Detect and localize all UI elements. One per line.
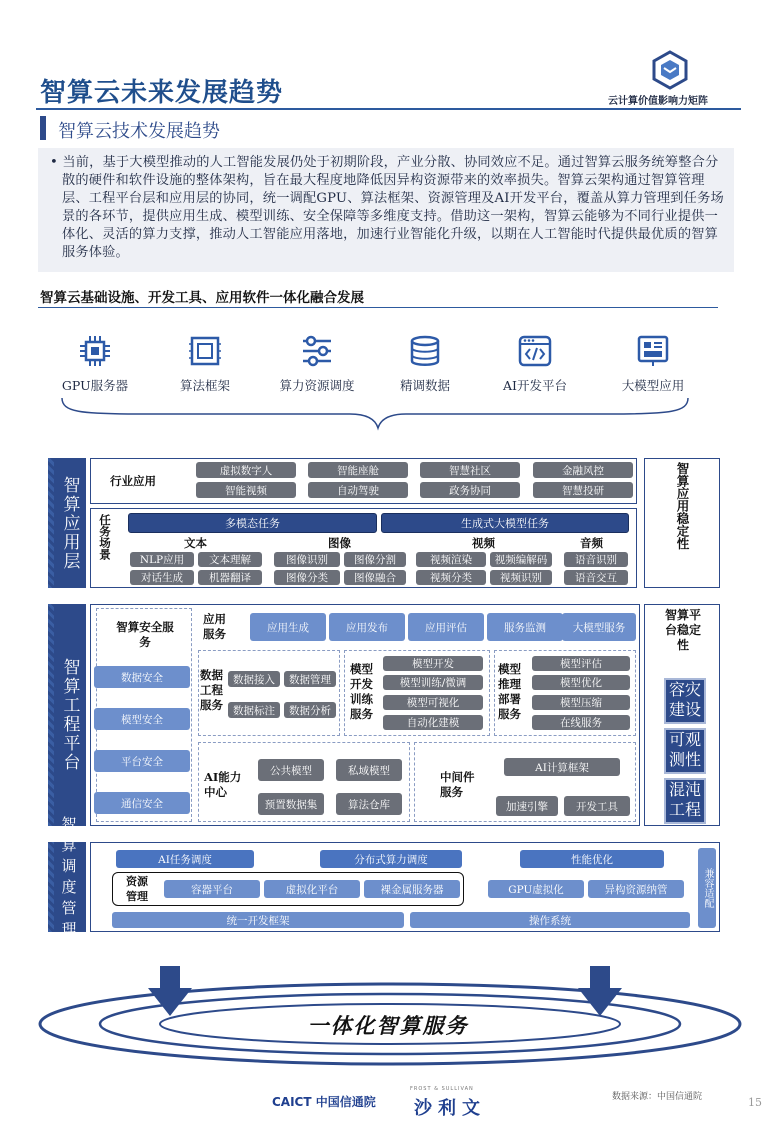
middleware-item: 加速引擎: [496, 796, 558, 816]
task-item: 图像融合: [344, 570, 406, 585]
chip-icon: [78, 334, 112, 368]
model-dev-item: 自动化建模: [383, 715, 483, 730]
sliders-icon: [300, 334, 334, 368]
task-item: 语音识别: [564, 552, 628, 567]
icon-item-data: [370, 334, 480, 394]
task-item: 视频编解码: [490, 552, 552, 567]
icon-label: 算力资源调度: [279, 378, 355, 393]
industry-label: 行业应用: [110, 474, 156, 488]
task-item: NLP应用: [130, 552, 194, 567]
resource-item: 裸金属服务器: [364, 880, 460, 898]
security-item: 通信安全: [94, 792, 190, 814]
data-item: 数据分析: [284, 702, 336, 718]
app-stability-label: 智算应用稳定性: [675, 462, 690, 550]
frost-logo-cn: 沙利文: [414, 1098, 486, 1119]
compat-item: 兼容适配: [698, 848, 716, 928]
model-dev-item: 模型开发: [383, 656, 483, 671]
task-item: 机器翻译: [198, 570, 262, 585]
bottom-item: 统一开发框架: [112, 912, 404, 928]
sched-item: 分布式算力调度: [320, 850, 462, 868]
resource-item: 异构资源纳管: [588, 880, 684, 898]
icon-label: 大模型应用: [621, 378, 685, 393]
task-item: 图像识别: [274, 552, 340, 567]
industry-item: 智能视频: [196, 482, 296, 498]
ai-center-item: 预置数据集: [258, 793, 324, 815]
industry-item: 智慧投研: [533, 482, 633, 498]
caict-logo: CAICT 中国信通院: [272, 1095, 376, 1109]
down-arrow-right-icon: [578, 966, 622, 1016]
model-deploy-item: 模型压缩: [532, 695, 630, 710]
platform-stability-label: 智算平台稳定性: [664, 608, 701, 652]
app-service-label: 应用服务: [203, 612, 226, 641]
task-item: 语音交互: [564, 570, 628, 585]
task-item: 图像分类: [274, 570, 340, 585]
database-icon: [408, 334, 442, 368]
industry-item: 智能座舱: [308, 462, 408, 478]
security-item: 数据安全: [94, 666, 190, 688]
frame-icon: [188, 334, 222, 368]
data-item: 数据管理: [284, 671, 336, 687]
industry-item: 政务协同: [420, 482, 520, 498]
layer-label-text: 智算调度管理层: [61, 814, 79, 959]
layer-label-app: [48, 458, 86, 588]
subtitle-marker: [40, 116, 46, 140]
group-title-image: 图像: [328, 536, 351, 550]
app-service-item: 应用评估: [408, 613, 484, 641]
section-heading: 智算云基础设施、开发工具、应用软件一体化融合发展: [40, 290, 364, 306]
icon-item-scheduling: [262, 334, 372, 394]
industry-item: 金融风控: [533, 462, 633, 478]
data-item: 数据标注: [228, 702, 280, 718]
task-item: 文本理解: [198, 552, 262, 567]
icon-item-ai-platform: [480, 334, 590, 394]
app-service-item: 服务监测: [487, 613, 563, 641]
stability-item: 容灾建设: [664, 678, 706, 724]
multimodal-task: 多模态任务: [128, 513, 377, 533]
section-divider: [38, 307, 718, 308]
security-title: 智算安全服务: [116, 620, 174, 649]
title-divider: [36, 108, 741, 110]
industry-item: 自动驾驶: [308, 482, 408, 498]
task-item: 图像分割: [344, 552, 406, 567]
resource-item: 虚拟化平台: [264, 880, 360, 898]
task-item: 对话生成: [130, 570, 194, 585]
model-deploy-item: 模型评估: [532, 656, 630, 671]
icon-label: 算法框架: [179, 378, 230, 393]
icon-label: AI开发平台: [503, 378, 567, 393]
security-item: 模型安全: [94, 708, 190, 730]
data-item: 数据接入: [228, 671, 280, 687]
icon-label: 精调数据: [399, 378, 450, 393]
task-item: 视频渲染: [416, 552, 486, 567]
data-eng-label: 数据工程服务: [200, 668, 223, 712]
layer-label-text: 智算应用层: [59, 475, 80, 571]
icon-item-framework: [150, 334, 260, 394]
resource-label: 资源管理: [126, 875, 148, 903]
icon-label: GPU服务器: [61, 378, 129, 393]
app-service-item: 应用发布: [329, 613, 405, 641]
brace-connector: [60, 396, 690, 432]
ai-center-item: 公共模型: [258, 759, 324, 781]
page-number: 15: [748, 1096, 762, 1109]
middleware-item: AI计算框架: [504, 758, 620, 776]
layer-label-eng: [48, 604, 86, 826]
dashboard-icon: [636, 334, 670, 368]
task-item: 视频识别: [490, 570, 552, 585]
stability-item: 可观测性: [664, 728, 706, 774]
model-dev-item: 模型训练/微调: [383, 675, 483, 690]
page-subtitle: 智算云技术发展趋势: [58, 121, 220, 142]
industry-item: 智慧社区: [420, 462, 520, 478]
integrated-service-label: 一体化智算服务: [307, 1013, 469, 1038]
ai-center-item: 私域模型: [336, 759, 402, 781]
model-dev-item: 模型可视化: [383, 695, 483, 710]
bottom-item: 操作系统: [410, 912, 690, 928]
logo-text: 云计算价值影响力矩阵: [608, 96, 708, 107]
layer-label-text: 智算工程平台: [59, 658, 80, 772]
model-deploy-item: 模型优化: [532, 675, 630, 690]
resource-item: 容器平台: [164, 880, 260, 898]
model-dev-label: 模型开发训练服务: [350, 662, 373, 721]
ai-center-item: 算法仓库: [336, 793, 402, 815]
layer-label-sched: [48, 814, 86, 959]
cloud-matrix-logo-icon: [640, 50, 700, 90]
icon-item-gpu: [40, 334, 150, 394]
task-item: 视频分类: [416, 570, 486, 585]
intro-box: [38, 148, 734, 272]
sched-item: 性能优化: [520, 850, 664, 868]
resource-item: GPU虚拟化: [488, 880, 584, 898]
industry-item: 虚拟数字人: [196, 462, 296, 478]
generative-task: 生成式大模型任务: [381, 513, 629, 533]
down-arrow-left-icon: [148, 966, 192, 1016]
app-service-item: 大模型服务: [562, 613, 636, 641]
model-deploy-label: 模型推理部署服务: [498, 662, 521, 721]
code-window-icon: [518, 334, 552, 368]
data-source: 数据来源：中国信通院: [612, 1092, 703, 1102]
middleware-label: 中间件服务: [440, 770, 475, 799]
model-deploy-item: 在线服务: [532, 715, 630, 730]
ai-center-label: AI能力中心: [204, 770, 242, 799]
icon-item-llm-app: [598, 334, 708, 394]
group-title-audio: 音频: [580, 536, 603, 550]
frost-logo-small: FROST & SULLIVAN: [410, 1086, 474, 1092]
group-title-video: 视频: [472, 536, 495, 550]
intro-text: • 当前，基于大模型推动的人工智能发展仍处于初期阶段，产业分散、协同效应不足。通过智算云服务统筹整合分散的硬件和软件设施的整体架构，旨在最大程度地降低因异构资源带来的效率损失。智算云架构通过智算管理层、工程平台层和应用层的协同，统一调配GPU、算法框架、资源管理及AI开发平台，覆盖从算力管理到任务场景的各环节，提供应用生成、模型训练、安全保障等多维度支持。借助这一架构，智算云能够为不同行业提供一体化、灵活的算力支撑，推动人工智能应用落地，加速行业智能化升级，以期在人工智能时代提供最优质的智算服务体验。: [50, 155, 724, 260]
security-item: 平台安全: [94, 750, 190, 772]
group-title-text: 文本: [184, 536, 207, 550]
middleware-item: 开发工具: [564, 796, 630, 816]
page-title: 智算云未来发展趋势: [40, 78, 284, 108]
app-service-item: 应用生成: [250, 613, 326, 641]
sched-item: AI任务调度: [116, 850, 254, 868]
stability-item: 混沌工程: [664, 778, 706, 824]
task-scene-label: 任务场景: [98, 514, 112, 560]
